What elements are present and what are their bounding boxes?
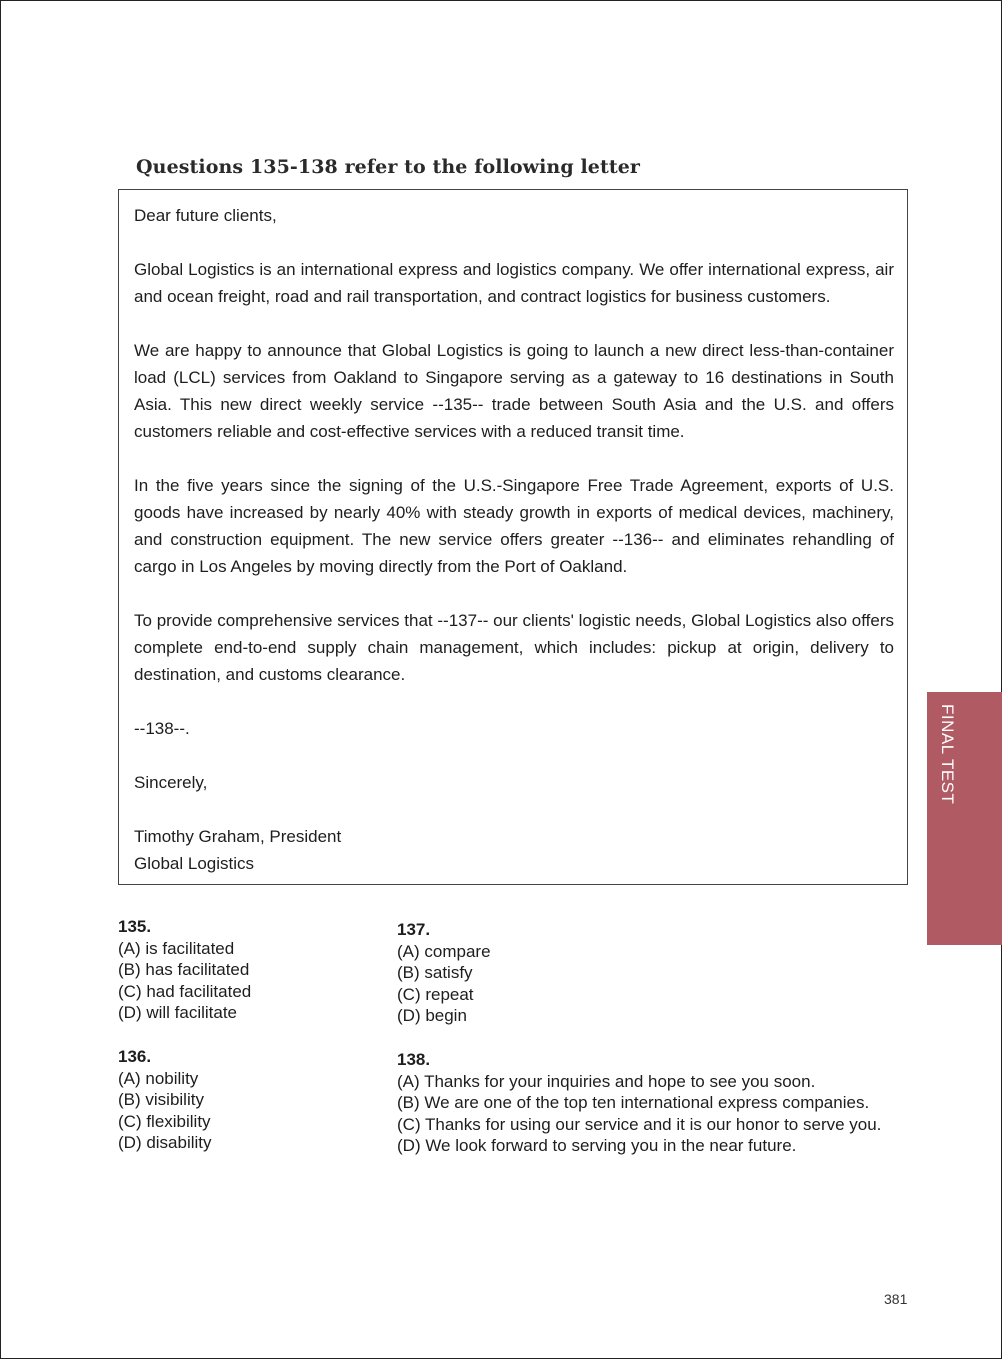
section-heading: Questions 135-138 refer to the following letter <box>136 156 641 178</box>
question-138 <box>397 1049 881 1157</box>
question-number: 138. <box>397 1050 431 1069</box>
letter-box <box>118 189 908 885</box>
option-c: (C) repeat <box>397 984 474 1004</box>
side-tab-label: FINAL TEST <box>938 704 957 805</box>
option-c: (C) had facilitated <box>118 981 252 1001</box>
question-number: 135. <box>118 917 152 936</box>
option-b: (B) We are one of the top ten international express companies. <box>397 1093 870 1112</box>
option-d: (D) begin <box>397 1006 467 1025</box>
question-number: 137. <box>397 920 431 939</box>
question-number: 136. <box>118 1047 152 1066</box>
signature-company: Global Logistics <box>134 854 255 873</box>
option-a: (A) Thanks for your inquiries and hope to see you soon. <box>397 1071 816 1091</box>
option-a: (A) nobility <box>118 1068 199 1088</box>
page-number: 381 <box>884 1291 908 1307</box>
letter-blank-138: --138--. <box>134 719 190 738</box>
option-b: (B) visibility <box>118 1090 204 1109</box>
letter-greeting: Dear future clients, <box>134 206 277 225</box>
option-d: (D) will facilitate <box>118 1003 238 1022</box>
option-b: (B) has facilitated <box>118 960 250 979</box>
question-136 <box>118 1046 212 1154</box>
option-c: (C) Thanks for using our service and it is our honor to serve you. <box>397 1114 882 1134</box>
option-a: (A) is facilitated <box>118 938 235 958</box>
letter-paragraph-3: In the five years since the signing of the U.S.-Singapore Free Trade Agreement, exports of U.S. goods have increased by nearly 40% with steady growth in exports of medical devices, machinery, and construction equipment. The new service offers greater --136-- and eliminates rehandling of cargo in Los Angeles by moving directly from the Port of Oakland. <box>134 476 894 576</box>
letter-signature <box>134 823 894 877</box>
letter-paragraph-2: We are happy to announce that Global Logistics is going to launch a new direct less-than-container load (LCL) services from Oakland to Singapore serving as a gateway to 16 destinations in South Asia. This new direct weekly service --135-- trade between South Asia and the U.S. and offers customers reliable and cost-effective services with a reduced transit time. <box>134 341 894 441</box>
letter-closing: Sincerely, <box>134 773 208 792</box>
question-137 <box>397 919 491 1027</box>
option-d: (D) We look forward to serving you in the near future. <box>397 1136 797 1155</box>
letter-body <box>134 202 894 877</box>
letter-paragraph-1: Global Logistics is an international express and logistics company. We offer international express, air and ocean freight, road and rail transportation, and contract logistics for business customers. <box>134 260 894 306</box>
question-135 <box>118 916 251 1024</box>
option-d: (D) disability <box>118 1133 212 1152</box>
option-c: (C) flexibility <box>118 1111 211 1131</box>
option-a: (A) compare <box>397 941 491 961</box>
signature-name: Timothy Graham, President <box>134 827 342 846</box>
letter-paragraph-4: To provide comprehensive services that --137-- our clients' logistic needs, Global Logistics also offers complete end-to-end supply chain management, which includes: pickup at origin, delivery to destination, and customs clearance. <box>134 611 894 684</box>
option-b: (B) satisfy <box>397 963 473 982</box>
